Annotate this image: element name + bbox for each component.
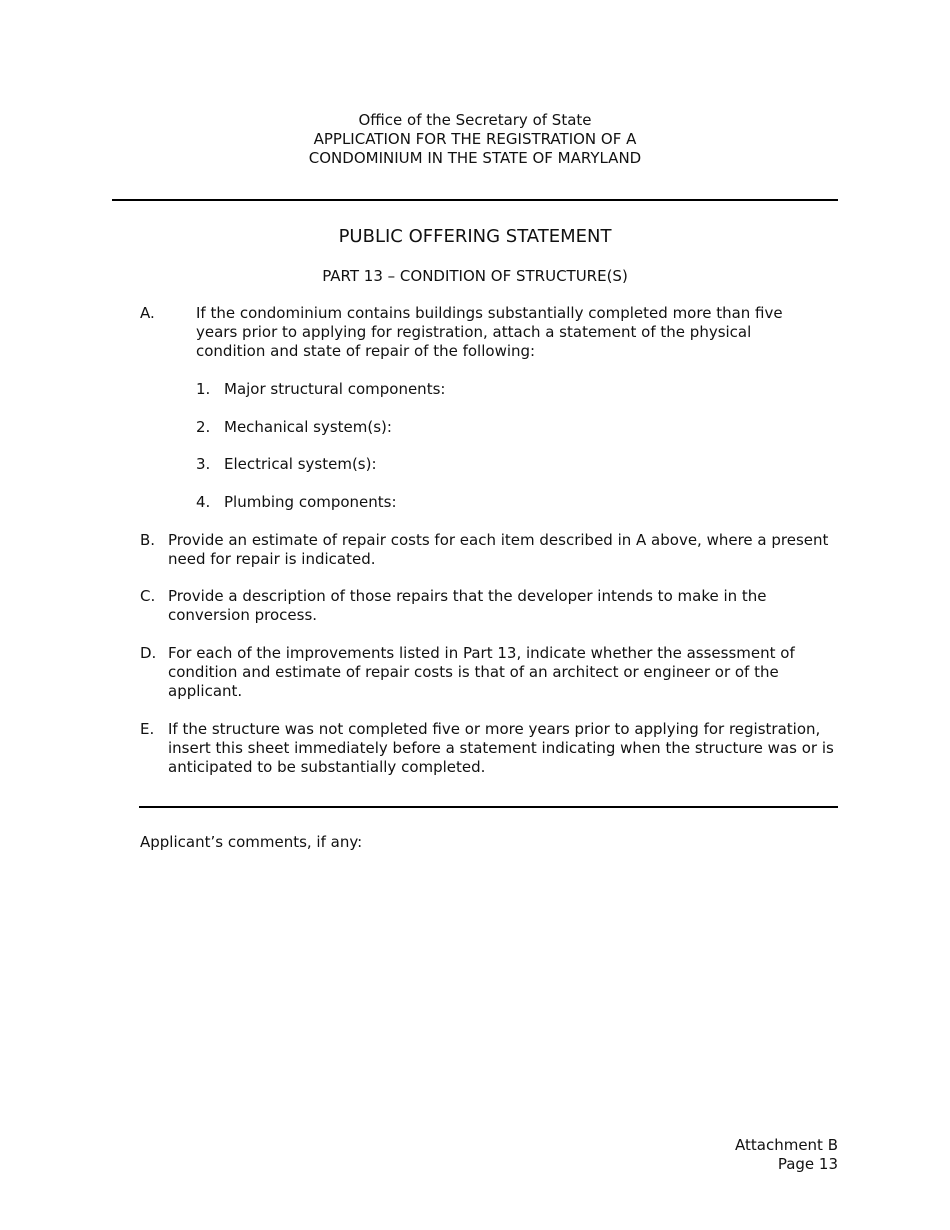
item-e-text: If the structure was not completed five or more years prior to applying for registration, insert this sheet immediately before a statement indicating when the structure was or is anticipated to be substantially completed. <box>168 720 834 776</box>
item-d-text: For each of the improvements listed in Part 13, indicate whether the assessment of condition and estimate of repair costs is that of an architect or engineer or of the applicant. <box>168 644 795 700</box>
section-subtitle: PART 13 – CONDITION OF STRUCTURE(S) <box>322 267 628 285</box>
subitem-3-number: 3. <box>196 455 211 473</box>
footer-attachment: Attachment B <box>735 1136 838 1154</box>
item-c-text: Provide a description of those repairs that the developer intends to make in the conversion process. <box>168 587 767 624</box>
subitem-3-text: Electrical system(s): <box>224 455 377 473</box>
subitem-2-number: 2. <box>196 418 211 436</box>
subitem-2-text: Mechanical system(s): <box>224 418 392 436</box>
item-e-letter: E. <box>140 720 155 738</box>
section-divider <box>139 806 838 808</box>
item-d-letter: D. <box>140 644 157 662</box>
page-footer <box>735 1136 838 1174</box>
header-divider <box>112 199 838 201</box>
header-office: Office of the Secretary of State <box>358 111 592 129</box>
item-b-text: Provide an estimate of repair costs for each item described in A above, where a present need for repair is indicated. <box>168 531 829 568</box>
applicant-comments-label: Applicant’s comments, if any: <box>140 833 363 851</box>
item-c-letter: C. <box>140 587 156 605</box>
header-application: APPLICATION FOR THE REGISTRATION OF A <box>313 130 637 148</box>
subitem-4-text: Plumbing components: <box>224 493 397 511</box>
subitem-1-number: 1. <box>196 380 211 398</box>
footer-page-number: Page 13 <box>777 1155 838 1173</box>
item-a-text: If the condominium contains buildings substantially completed more than five years prior to applying for registration, attach a statement of the physical condition and state of repair of the following: <box>196 304 783 360</box>
subitem-1-text: Major structural components: <box>224 380 446 398</box>
header-state: CONDOMINIUM IN THE STATE OF MARYLAND <box>308 149 642 167</box>
page-title: PUBLIC OFFERING STATEMENT <box>338 226 612 247</box>
subitem-4-number: 4. <box>196 493 211 511</box>
item-b-letter: B. <box>140 531 156 549</box>
item-a-letter: A. <box>140 304 155 322</box>
document-header <box>0 111 950 168</box>
